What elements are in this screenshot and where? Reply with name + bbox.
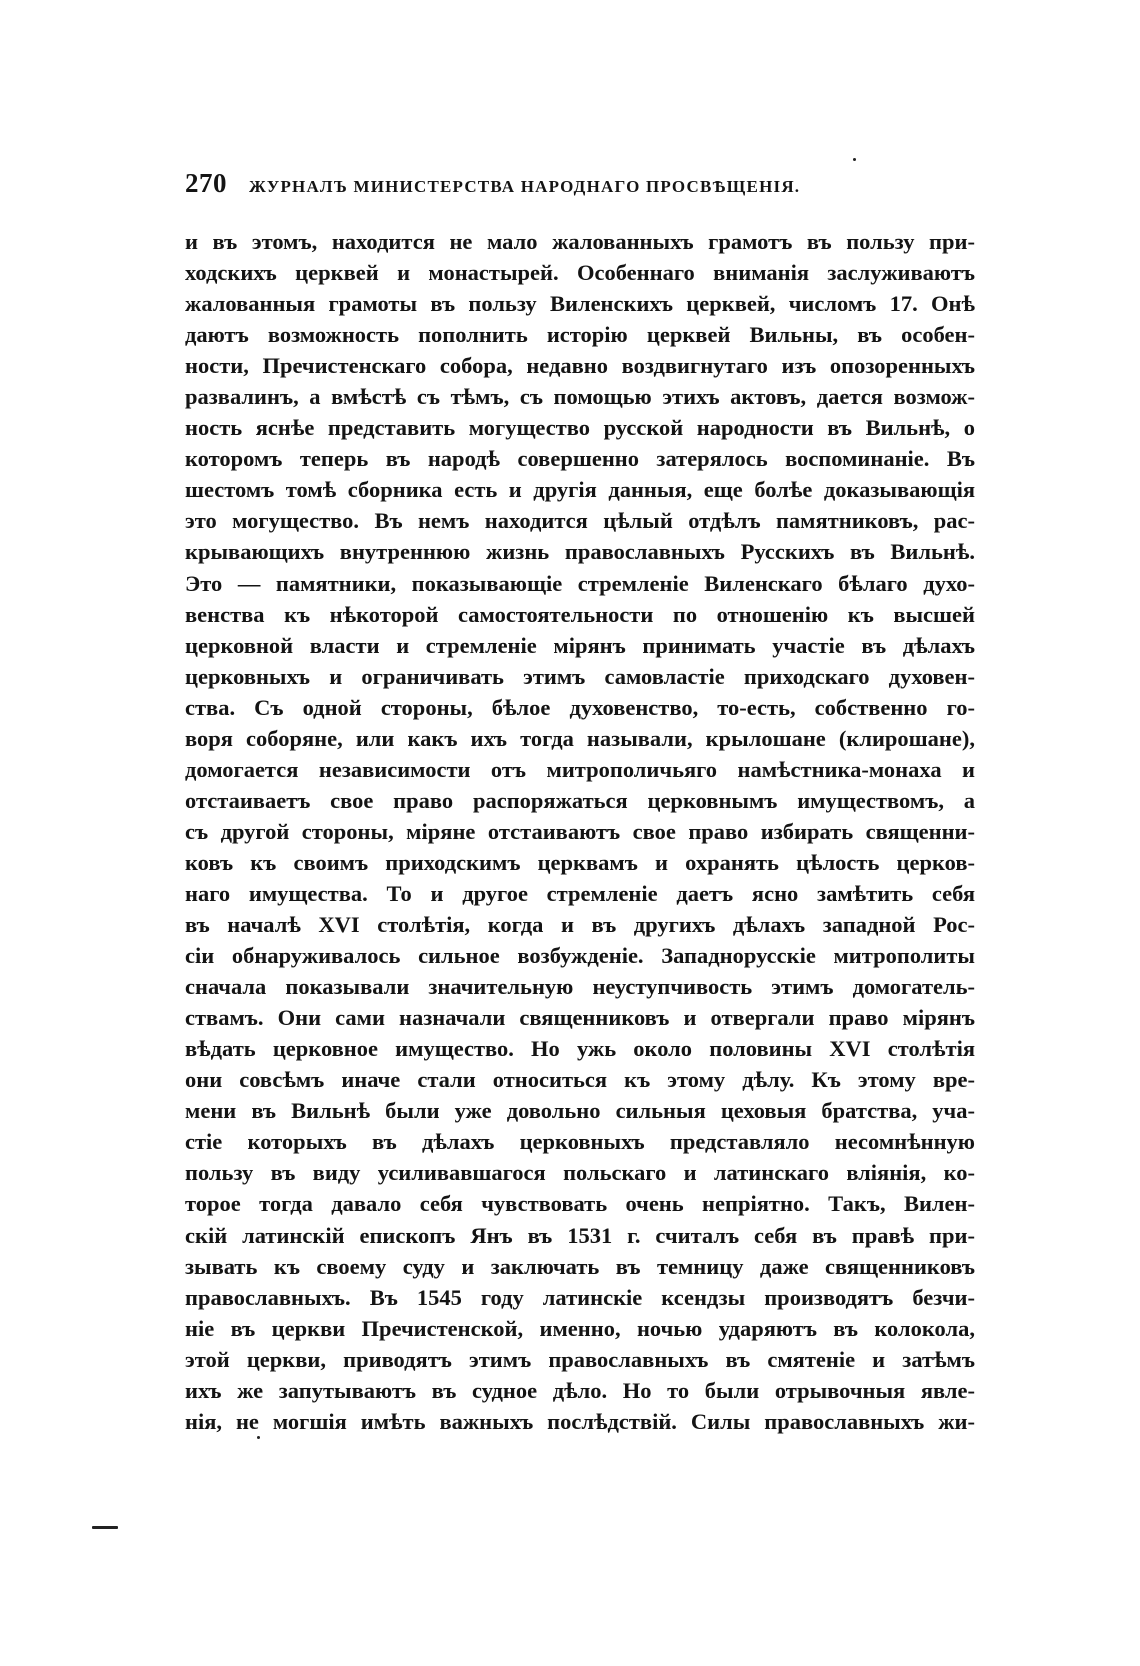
text-line: православныхъ. Въ 1545 году латинскіе ксендзы производятъ безчи- [185,1284,975,1310]
text-line: они совсѣмъ иначе стали относиться къ этому дѣлу. Къ этому вре- [185,1067,975,1093]
text-line: пользу въ виду усиливавшагося польскаго и латинскаго вліянія, ко- [185,1160,975,1186]
text-line: венства къ нѣкоторой самостоятельности по отношенію къ высшей [185,601,975,627]
text-line: даютъ возможность пополнить исторію церквей Вильны, въ особен- [185,322,975,348]
text-line: скій латинскій епископъ Янъ въ 1531 г. считалъ себя въ правѣ при- [185,1222,975,1248]
running-head [185,168,975,208]
text-line: сначала показывали значительную неуступчивость этимъ домогатель- [185,974,975,1000]
text-line: ихъ же запутываютъ въ судное дѣло. Но то были отрывочныя явле- [185,1377,975,1403]
text-line: домогается независимости отъ митрополичьяго намѣстника-монаха и [185,756,975,782]
text-line: развалинъ, а вмѣстѣ съ тѣмъ, съ помощью этихъ актовъ, дается возмож- [185,384,975,410]
text-line: этой церкви, приводятъ этимъ православныхъ въ смятеніе и затѣмъ [185,1346,975,1372]
text-line: сіи обнаруживалось сильное возбужденіе. Западнорусскіе митрополиты [185,943,975,969]
text-line: Это — памятники, показывающіе стремленіе Виленскаго бѣлаго духо- [185,570,975,596]
text-line: ства. Съ одной стороны, бѣлое духовенство, то-есть, собственно го- [185,694,975,720]
text-line: нія, не могшія имѣть важныхъ послѣдствій. Силы православныхъ жи- [185,1408,975,1434]
page-number: 270 [185,168,227,198]
text-line: шестомъ томѣ сборника есть и другія данныя, еще болѣе доказывающія [185,477,975,503]
text-line: это могущество. Въ немъ находится цѣлый отдѣлъ памятниковъ, рас- [185,508,975,534]
text-line: стіе которыхъ въ дѣлахъ церковныхъ представляло несомнѣнную [185,1129,975,1155]
margin-speck [853,158,856,161]
text-line: съ другой стороны, міряне отстаиваютъ свое право избирать священни- [185,818,975,844]
text-line: торое тогда давало себя чувствовать очень непріятно. Такъ, Вилен- [185,1191,975,1217]
text-line: крывающихъ внутреннюю жизнь православныхъ Русскихъ въ Вильнѣ. [185,539,975,565]
text-line: жалованныя грамоты въ пользу Виленскихъ церквей, числомъ 17. Онѣ [185,291,975,317]
text-line: ности, Пречистенскаго собора, недавно воздвигнутаго изъ опозоренныхъ [185,353,975,379]
text-line: ствамъ. Они сами назначали священниковъ и отвергали право мірянъ [185,1005,975,1031]
text-line: которомъ теперь въ народѣ совершенно затерялось воспоминаніе. Въ [185,446,975,472]
body-text [185,226,975,1437]
text-line: мени въ Вильнѣ были уже довольно сильныя цеховыя братства, уча- [185,1098,975,1124]
text-line: въ началѣ XVI столѣтія, когда и въ другихъ дѣлахъ западной Рос- [185,912,975,938]
text-line: воря соборяне, или какъ ихъ тогда называли, крылошане (клирошане), [185,725,975,751]
text-line: ковъ къ своимъ приходскимъ церквамъ и охранять цѣлость церков- [185,849,975,875]
journal-title: ЖУРНАЛЪ МИНИСТЕРСТВА НАРОДНАГО ПРОСВѢЩЕНІЯ. [249,177,801,196]
text-line: ходскихъ церквей и монастырей. Особеннаго вниманія заслуживаютъ [185,260,975,286]
margin-speck [257,1436,260,1439]
text-line: ніе въ церкви Пречистенской, именно, ночью ударяютъ въ колокола, [185,1315,975,1341]
text-line: отстаиваетъ свое право распоряжаться церковнымъ имуществомъ, а [185,787,975,813]
text-line: наго имущества. То и другое стремленіе даетъ ясно замѣтить себя [185,880,975,906]
text-line: вѣдать церковное имущество. Но ужь около половины XVI столѣтія [185,1036,975,1062]
text-line: церковной власти и стремленіе мірянъ принимать участіе въ дѣлахъ [185,632,975,658]
text-line: церковныхъ и ограничивать этимъ самовластіе приходскаго духовен- [185,663,975,689]
text-line: зывать къ своему суду и заключать въ темницу даже священниковъ [185,1253,975,1279]
text-line: ность яснѣе представить могущество русской народности въ Вильнѣ, о [185,415,975,441]
text-line: и въ этомъ, находится не мало жалованныхъ грамотъ въ пользу при- [185,229,975,254]
margin-dash-mark [92,1526,118,1529]
